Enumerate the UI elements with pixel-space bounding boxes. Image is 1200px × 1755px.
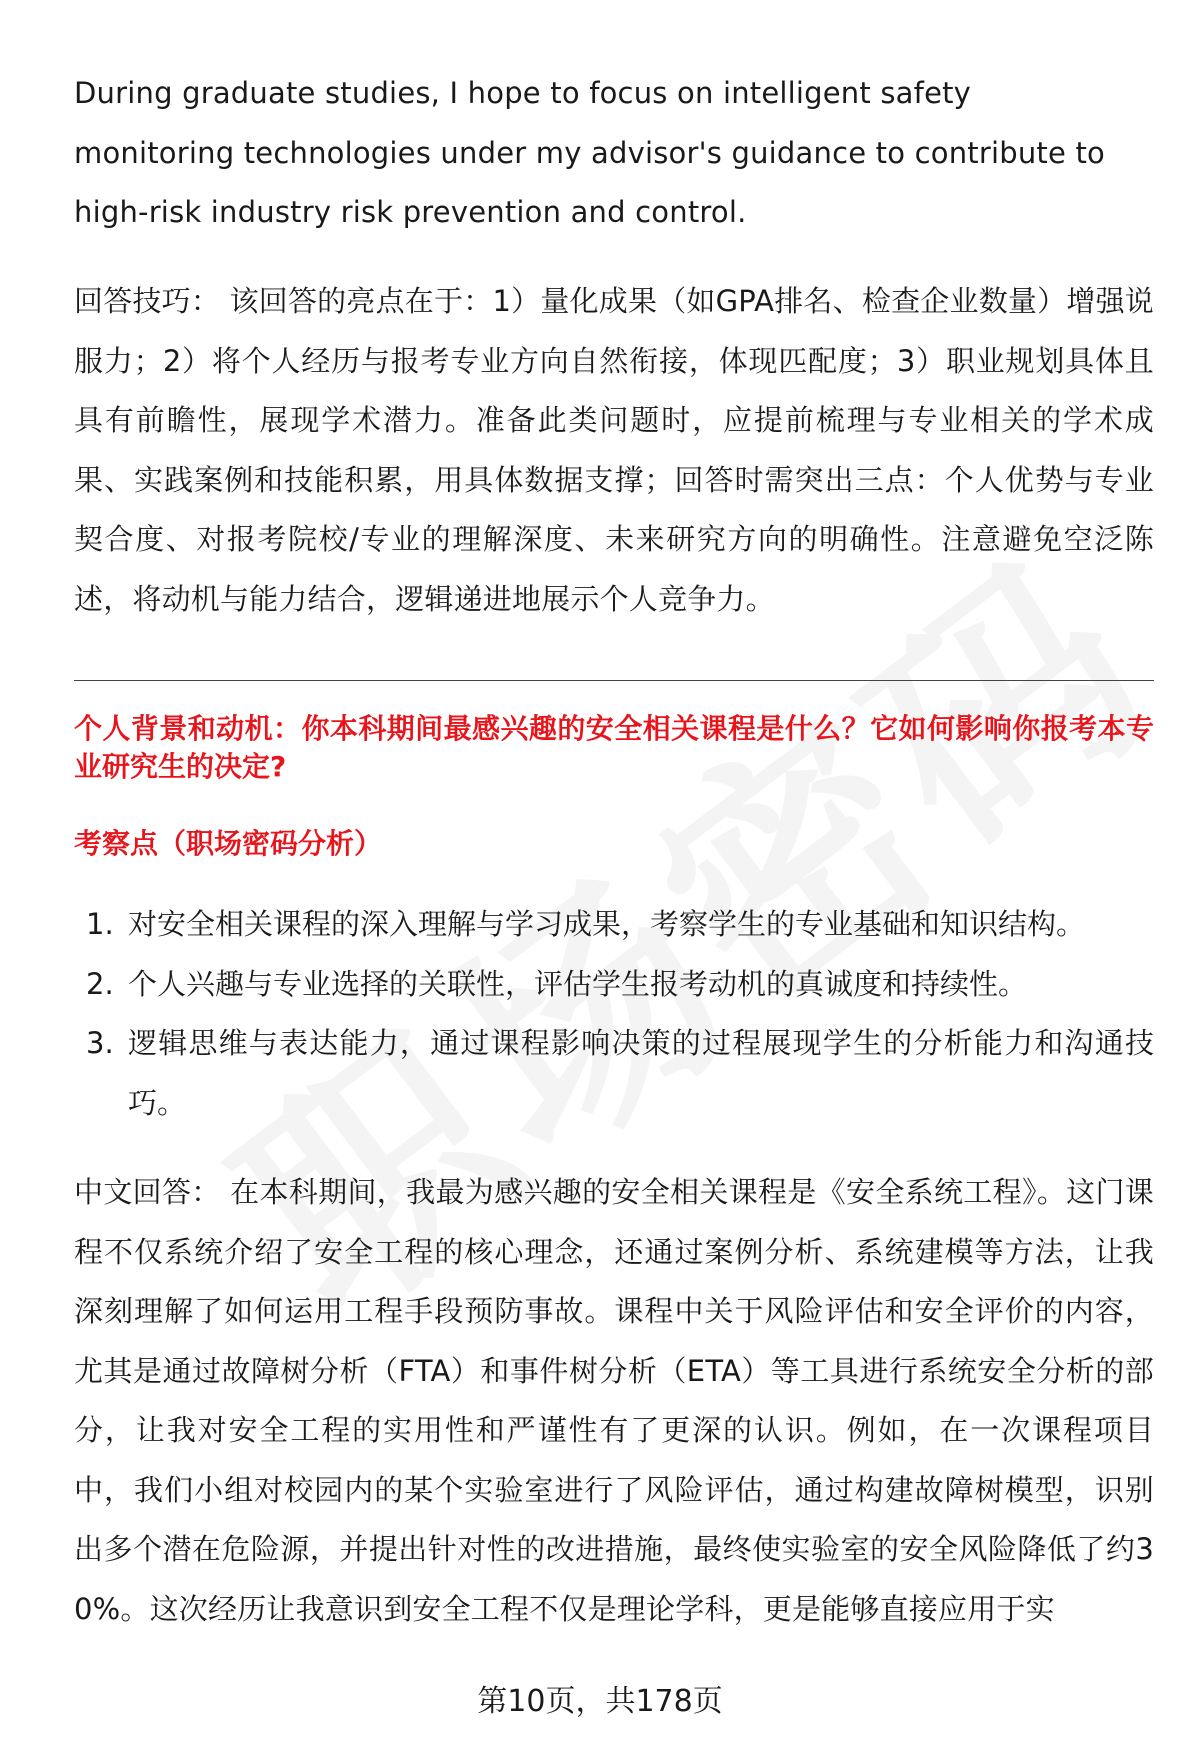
list-item-number: 3. (86, 1026, 114, 1060)
english-answer-paragraph: During graduate studies, I hope to focus on intelligent safety monitoring technologies under my advisor's guidance to contribute to high-risk industry risk prevention and control. (74, 76, 1105, 229)
list-item (74, 955, 1154, 1015)
list-item-text: 对安全相关课程的深入理解与学习成果，考察学生的专业基础和知识结构。 (128, 907, 1086, 941)
chinese-answer-paragraph: 中文回答： 在本科期间，我最为感兴趣的安全相关课程是《安全系统工程》。这门课程不仅系统介绍了安全工程的核心理念，还通过案例分析、系统建模等方法，让我深刻理解了如何运用工程手段预防事故。课程中关于风险评估和安全评价的内容，尤其是通过故障树分析（FTA）和事件树分析（ETA）等工具进行系统安全分析的部分，让我对安全工程的实用性和严谨性有了更深的认识。例如，在一次课程项目中，我们小组对校园内的某个实验室进行了风险评估，通过构建故障树模型，识别出多个潜在危险源，并提出针对性的改进措施，最终使实验室的安全风险降低了约30%。这次经历让我意识到安全工程不仅是理论学科，更是能够直接应用于实 (74, 1175, 1154, 1626)
list-item-number: 2. (86, 966, 114, 1001)
assessment-points-heading: 考察点（职场密码分析） (74, 827, 383, 860)
list-item-number: 1. (86, 907, 114, 941)
list-item-text: 个人兴趣与专业选择的关联性，评估学生报考动机的真诚度和持续性。 (128, 966, 1028, 1001)
answer-tips-paragraph: 回答技巧： 该回答的亮点在于：1）量化成果（如GPA排名、检查企业数量）增强说服力；2）将个人经历与报考专业方向自然衔接，体现匹配度；3）职业规划具体且具有前瞻性，展现学术潜力。准备此类问题时，应提前梳理与专业相关的学术成果、实践案例和技能积累，用具体数据支撑；回答时需突出三点：个人优势与专业契合度、对报考院校/专业的理解深度、未来研究方向的明确性。注意避免空泛陈述，将动机与能力结合，逻辑递进地展示个人竞争力。 (74, 284, 1154, 616)
list-item-text: 逻辑思维与表达能力，通过课程影响决策的过程展现学生的分析能力和沟通技巧。 (128, 1026, 1154, 1120)
page-number-footer: 第10页，共178页 (477, 1684, 723, 1719)
question-heading: 个人背景和动机：你本科期间最感兴趣的安全相关课程是什么？它如何影响你报考本专业研究生的决定? (74, 712, 1154, 783)
assessment-points-list (74, 895, 1154, 1133)
list-item (74, 895, 1154, 955)
list-item (74, 1014, 1154, 1133)
section-divider (74, 680, 1154, 681)
